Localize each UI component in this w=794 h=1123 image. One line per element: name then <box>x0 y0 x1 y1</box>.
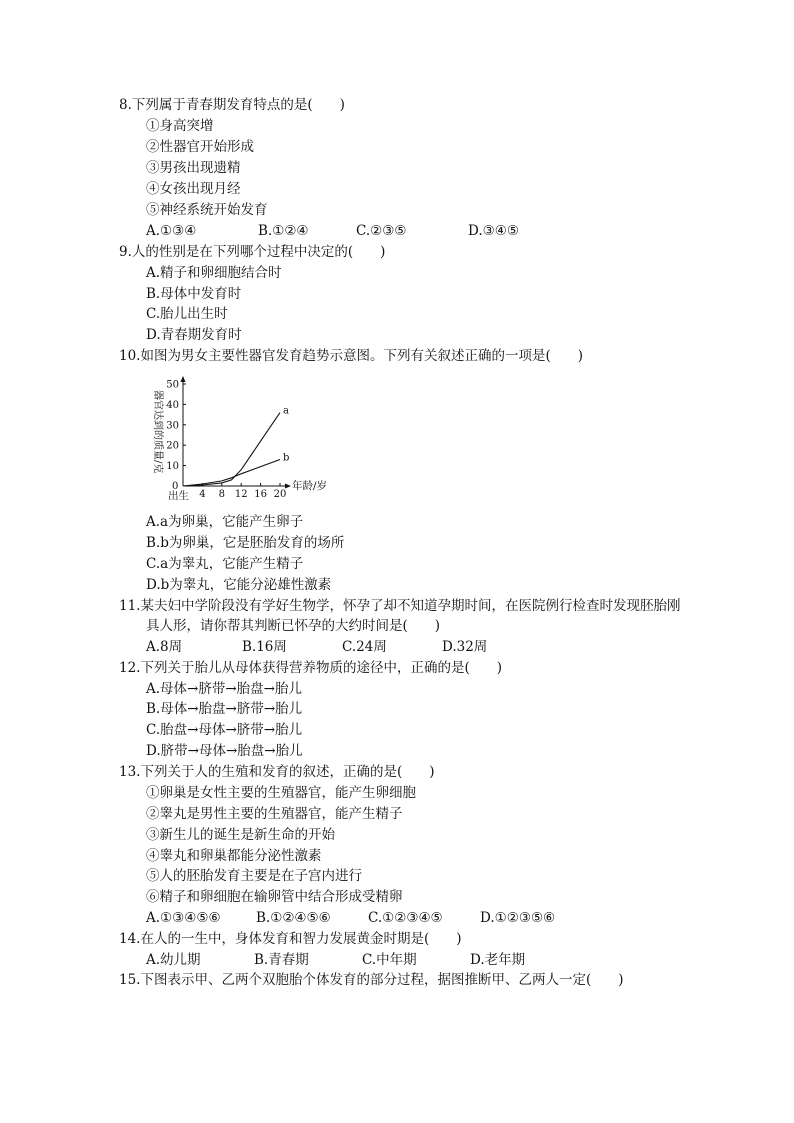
q10-choice-b: B.b为卵巢，它是胚胎发育的场所 <box>146 535 345 551</box>
q9-choice-d: D.青春期发育时 <box>146 327 242 343</box>
series-line-b <box>183 460 280 487</box>
q14-choice-c: C.中年期 <box>362 952 417 968</box>
q13-item-4: ④睾丸和卵巢都能分泌性激素 <box>146 848 322 864</box>
question-13-stem: 13.下列关于人的生殖和发育的叙述，正确的是( ) <box>119 764 435 780</box>
q8-item-1: ①身高突增 <box>146 118 214 134</box>
q14-choice-b: B.青春期 <box>254 952 309 968</box>
q8-item-2: ②性器官开始形成 <box>146 139 254 155</box>
q10-choice-d: D.b为睾丸，它能分泌雄性激素 <box>146 577 332 593</box>
y-tick-label: 30 <box>166 420 179 432</box>
q13-item-1: ①卵巢是女性主要的生殖器官，能产生卵细胞 <box>146 785 416 801</box>
q13-choice-d: D.①②③⑤⑥ <box>480 910 556 926</box>
y-zero-label: 0 <box>172 481 179 492</box>
q8-choice-a: A.①③④ <box>146 223 197 239</box>
q9-choice-a: A.精子和卵细胞结合时 <box>146 265 282 281</box>
y-tick-label: 50 <box>166 379 179 391</box>
question-10-stem: 10.如图为男女主要性器官发育趋势示意图。下列有关叙述正确的一项是( ) <box>119 348 584 364</box>
q14-choice-a: A.幼儿期 <box>146 952 201 968</box>
q8-item-3: ③男孩出现遗精 <box>146 160 241 176</box>
x-axis-arrow <box>285 484 291 489</box>
q11-choice-d: D.32周 <box>442 639 488 655</box>
q8-choice-c: C.②③⑤ <box>356 223 407 239</box>
question-12-stem: 12.下列关于胎儿从母体获得营养物质的途径中，正确的是( ) <box>119 660 503 676</box>
x-tick-label: 4 <box>199 489 206 500</box>
question-11-stem-line2: 具人形，请你帮其判断已怀孕的大约时间是( ) <box>146 618 441 634</box>
question-14-stem: 14.在人的一生中，身体发育和智力发展黄金时期是( ) <box>119 931 462 947</box>
q11-choice-a: A.8周 <box>146 639 183 655</box>
y-tick-label: 10 <box>166 461 179 473</box>
question-15-stem: 15.下图表示甲、乙两个双胞胎个体发育的部分过程，据图推断甲、乙两人一定( ) <box>119 972 624 988</box>
q9-choice-b: B.母体中发育时 <box>146 286 242 302</box>
q8-item-5: ⑤神经系统开始发育 <box>146 202 268 218</box>
q8-choice-b: B.①②④ <box>258 223 309 239</box>
series-line-a <box>183 413 280 486</box>
x-tick-label: 20 <box>273 489 287 500</box>
q13-item-2: ②睾丸是男性主要的生殖器官，能产生精子 <box>146 806 403 822</box>
question-9-stem: 9.人的性别是在下列哪个过程中决定的( ) <box>119 244 386 260</box>
q13-item-3: ③新生儿的诞生是新生命的开始 <box>146 827 335 843</box>
x-axis-label: 年龄/岁 <box>292 480 328 492</box>
x-tick-label: 12 <box>234 489 248 500</box>
q12-choice-c: C.胎盘→母体→脐带→胎儿 <box>146 722 303 738</box>
q10-choice-a: A.a为卵巢，它能产生卵子 <box>146 514 304 530</box>
y-tick-label: 20 <box>166 440 179 452</box>
q12-choice-a: A.母体→脐带→胎盘→胎儿 <box>146 681 302 697</box>
q11-choice-c: C.24周 <box>342 639 387 655</box>
y-axis-arrow <box>181 376 186 382</box>
q10-choice-c: C.a为睾丸，它能产生精子 <box>146 556 304 572</box>
x-tick-label: 16 <box>254 489 267 500</box>
q13-item-5: ⑤人的胚胎发育主要是在子宫内进行 <box>146 868 362 884</box>
q13-choice-b: B.①②④⑤⑥ <box>256 910 331 926</box>
question-8-stem: 8.下列属于青春期发育特点的是( ) <box>119 97 345 113</box>
q13-item-6: ⑥精子和卵细胞在输卵管中结合形成受精卵 <box>146 889 403 905</box>
q8-choice-d: D.③④⑤ <box>468 223 519 239</box>
q11-choice-b: B.16周 <box>242 639 287 655</box>
q12-choice-d: D.脐带→母体→胎盘→胎儿 <box>146 743 303 759</box>
origin-label: 出生 <box>168 490 189 500</box>
x-tick-label: 8 <box>218 489 225 500</box>
series-label-b: b <box>283 452 290 464</box>
q13-choice-a: A.①③④⑤⑥ <box>146 910 221 926</box>
q9-choice-c: C.胎儿出生时 <box>146 306 228 322</box>
q8-item-4: ④女孩出现月经 <box>146 181 241 197</box>
question-11-stem-line1: 11.某夫妇中学阶段没有学好生物学，怀孕了却不知道孕期时间，在医院例行检查时发现胚胎刚 <box>119 598 681 614</box>
y-axis-label: 器官达到的质量/克 <box>152 390 163 474</box>
organ-growth-chart <box>150 374 360 500</box>
q13-choice-c: C.①②③④⑤ <box>368 910 443 926</box>
series-label-a: a <box>283 405 289 417</box>
y-tick-label: 40 <box>166 399 179 411</box>
q14-choice-d: D.老年期 <box>470 952 526 968</box>
q12-choice-b: B.母体→胎盘→脐带→胎儿 <box>146 701 303 717</box>
